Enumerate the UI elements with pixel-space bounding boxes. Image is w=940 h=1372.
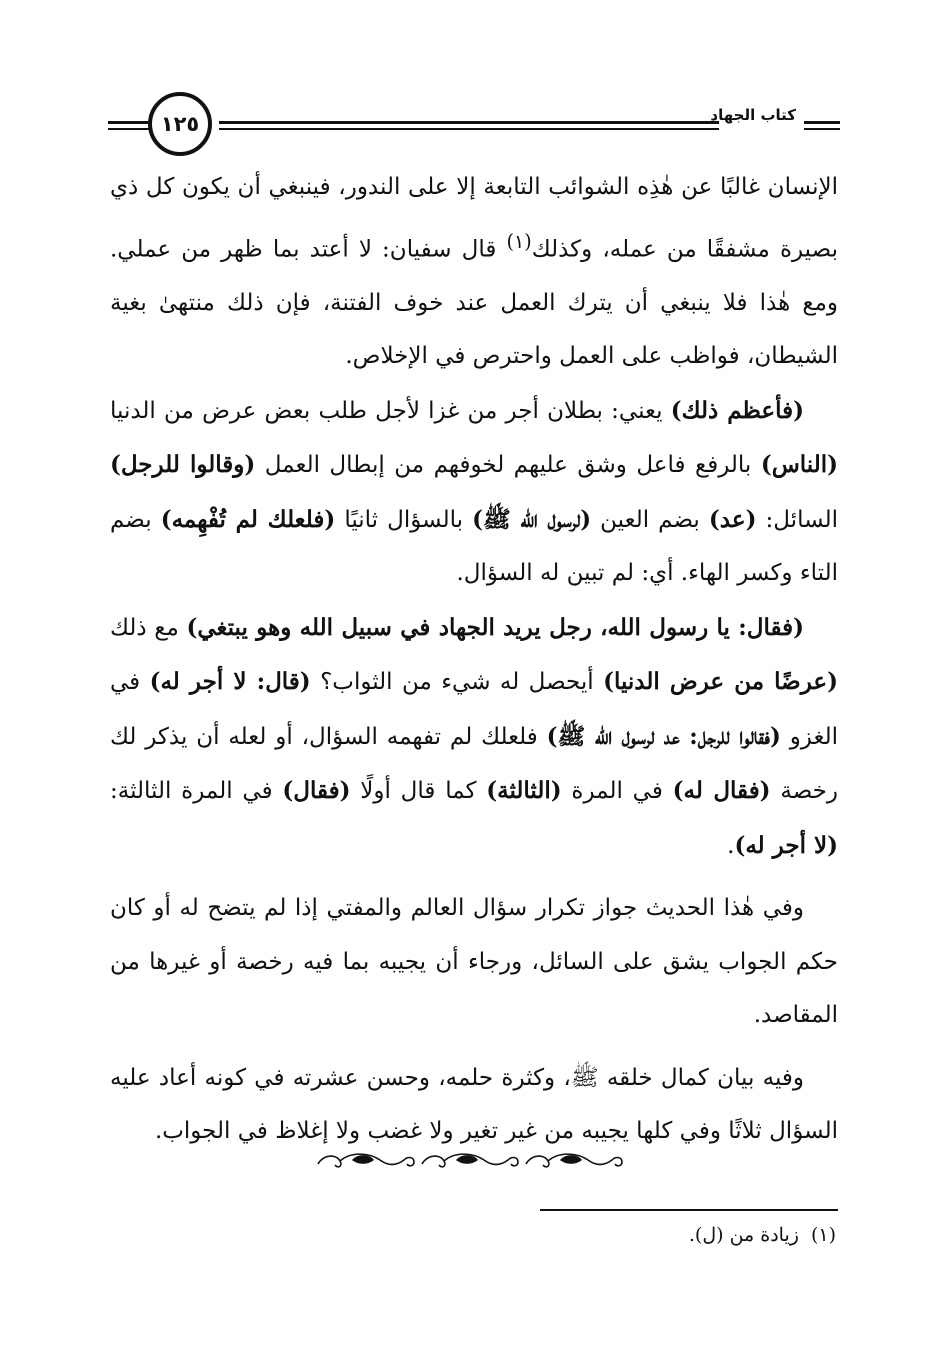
main-text — [110, 161, 838, 1159]
header-rule — [219, 121, 719, 124]
text-run: مع ذلك — [110, 614, 187, 641]
header-rule — [219, 128, 719, 130]
footnote-separator — [540, 1209, 838, 1211]
text-run: بالرفع فاعل وشق عليهم لخوفهم من إبطال العمل — [255, 452, 761, 479]
footnote-text: زيادة من (ل). — [688, 1224, 799, 1246]
quoted-text: (قال: لا أجر له) — [149, 668, 311, 696]
text-run: في المرة — [561, 778, 673, 805]
quoted-text: (فقال: يا رسول الله، رجل يريد الجهاد في سبيل الله وهو يبتغي) — [186, 613, 804, 641]
text-run: كما قال أولًا — [350, 778, 487, 805]
page-header — [108, 88, 840, 164]
quoted-text: (عرضًا من عرض الدنيا) — [603, 668, 839, 696]
paragraph-1 — [110, 161, 838, 384]
footnote-number: (١) — [810, 1224, 836, 1246]
quoted-text: (فأعظم ذلك) — [670, 396, 805, 424]
text-run: يعني: بطلان أجر من غزا لأجل طلب بعض عرض من الدنيا — [110, 397, 671, 424]
paragraph-3 — [110, 601, 838, 874]
quoted-text: (فقالوا للرجل: عد لرسول الله ﷺ) — [546, 722, 781, 750]
quoted-text: (فقال) — [282, 777, 351, 805]
text-run: السائل: — [756, 506, 838, 533]
paragraph-2 — [110, 384, 838, 601]
quoted-text: (عد) — [708, 505, 757, 533]
text-run: بالسؤال ثانيًا — [335, 506, 473, 533]
text-run: في الغزو — [110, 669, 838, 750]
quoted-text: (الناس) — [760, 451, 838, 479]
header-rule — [804, 128, 840, 130]
quoted-text: (لا أجر له) — [734, 831, 838, 859]
page-number: ١٢٥ — [160, 112, 200, 136]
header-rule — [108, 121, 150, 124]
text-run: . — [727, 832, 735, 859]
text-run: فلعلك لم تفهمه السؤال، أو لعله أن يذكر لك رخصة — [110, 723, 838, 805]
header-rule — [804, 121, 840, 124]
header-rule — [108, 128, 150, 130]
footnote — [689, 1224, 836, 1246]
quoted-text: (وقالوا للرجل) — [110, 451, 256, 479]
paragraph-4: وفي هٰذا الحديث جواز تكرار سؤال العالم والمفتي إذا لم يتضح له أو كان حكم الجواب يشق على السائل، ورجاء أن يجيبه بما فيه رخصة أو غيرها من المقاصد. — [110, 895, 838, 1029]
quoted-text: (فلعلك لم تُفْهِمه) — [160, 505, 336, 533]
running-title: كتاب الجهاد — [710, 106, 796, 124]
text-run: أيحصل له شيء من الثواب؟ — [310, 669, 604, 696]
text-run: بضم التاء وكسر الهاء. أي: لم تبين له السؤال. — [110, 506, 838, 587]
text-run: في المرة الثالثة: — [110, 778, 283, 805]
quoted-text: (لرسول الله ﷺ) — [472, 505, 592, 533]
floral-divider-icon — [310, 1148, 630, 1174]
quoted-text: (فقال له) — [672, 777, 771, 805]
footnote-reference: (١) — [506, 229, 532, 253]
text-run: قال سفيان: لا أعتد بما ظهر من عملي. ومع هٰذا فلا ينبغي أن يترك العمل عند خوف الفتنة، فإن ذلك منتهىٰ بغية الشيطان، فواظب على العمل واحترص في الإخلاص. — [110, 236, 838, 370]
quoted-text: (الثالثة) — [486, 777, 562, 805]
page-number-badge — [148, 92, 212, 156]
text-run: الإنسان غالبًا عن هٰذِه الشوائب التابعة إلا على الندور، فينبغي أن يكون كل ذي بصيرة مشفقًا من عمله، وكذلك — [110, 174, 838, 263]
paragraph-5: وفيه بيان كمال خلقه ﷺ، وكثرة حلمه، وحسن عشرته في كونه أعاد عليه السؤال ثلاثًا وفي كلها يجيبه من غير تغير ولا غضب ولا إغلاظ في الجواب. — [110, 1064, 838, 1145]
text-run: بضم العين — [591, 506, 709, 533]
